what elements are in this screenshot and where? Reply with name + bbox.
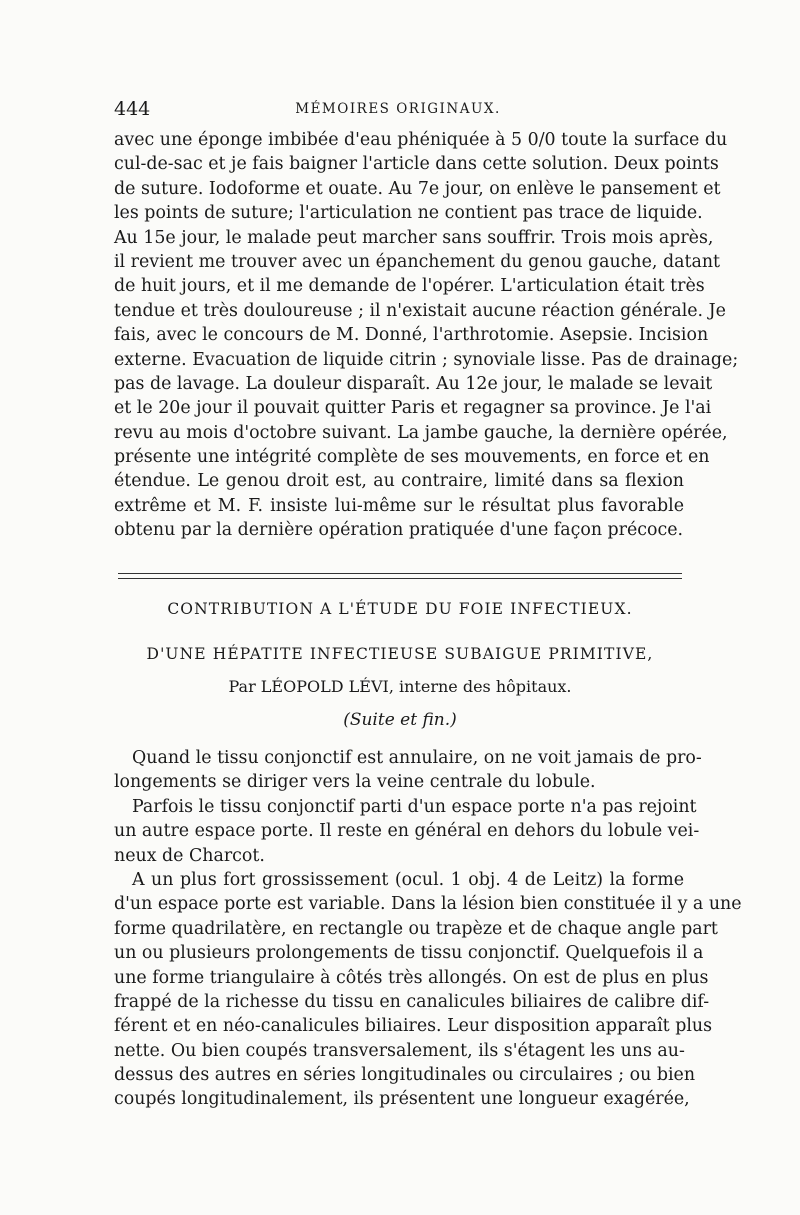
text-line: A un plus fort grossissement (ocul. 1 obj. 4 de Leitz) la forme xyxy=(132,869,684,890)
text-line: obtenu par la dernière opération pratiquée d'une façon précoce. xyxy=(114,520,684,541)
text-line: férent et en néo-canalicules biliaires. Leur disposition apparaît plus xyxy=(114,1016,713,1037)
text-line: d'un espace porte est variable. Dans la lésion bien constituée il y a une xyxy=(114,894,742,915)
text-line: cul-de-sac et je fais baigner l'article dans cette solution. Deux points xyxy=(114,154,719,175)
article-byline: Par LÉOPOLD LÉVI, interne des hôpitaux. xyxy=(228,677,572,696)
text-line: de suture. Iodoforme et ouate. Au 7e jour, on enlève le pansement et xyxy=(114,178,721,199)
text-line: externe. Evacuation de liquide citrin ; synoviale lisse. Pas de drainage; xyxy=(114,349,739,370)
text-line: revu au mois d'octobre suivant. La jambe gauche, la dernière opérée, xyxy=(114,422,728,443)
text-line: et le 20e jour il pouvait quitter Paris et regagner sa province. Je l'ai xyxy=(114,398,712,419)
section-divider xyxy=(118,578,682,579)
text-line: frappé de la richesse du tissu en canalicules biliaires de calibre dif- xyxy=(114,991,710,1012)
text-line: Au 15e jour, le malade peut marcher sans souffrir. Trois mois après, xyxy=(114,227,714,248)
text-line: forme quadrilatère, en rectangle ou trapèze et de chaque angle part xyxy=(114,918,718,939)
text-line: une forme triangulaire à côtés très allongés. On est de plus en plus xyxy=(114,967,709,988)
article-title: CONTRIBUTION A L'ÉTUDE DU FOIE INFECTIEUX. xyxy=(167,600,633,618)
running-head xyxy=(114,98,682,122)
article-subtitle: D'UNE HÉPATITE INFECTIEUSE SUBAIGUE PRIMITIVE, xyxy=(146,645,654,663)
text-line: Parfois le tissu conjonctif parti d'un espace porte n'a pas rejoint xyxy=(132,796,697,817)
continuation-note: (Suite et fin.) xyxy=(343,710,457,730)
text-line: un autre espace porte. Il reste en général en dehors du lobule vei- xyxy=(114,821,700,842)
text-line: un ou plusieurs prolongements de tissu conjonctif. Quelquefois il a xyxy=(114,943,704,964)
section-divider xyxy=(118,573,682,574)
text-line: dessus des autres en séries longitudinales ou circulaires ; ou bien xyxy=(114,1065,696,1086)
text-line: nette. Ou bien coupés transversalement, ils s'étagent les uns au- xyxy=(114,1040,685,1061)
text-line: fais, avec le concours de M. Donné, l'arthrotomie. Asepsie. Incision xyxy=(114,325,709,346)
text-line: pas de lavage. La douleur disparaît. Au 12e jour, le malade se levait xyxy=(114,373,713,394)
text-line: extrême et M. F. insiste lui-même sur le résultat plus favorable xyxy=(114,495,684,516)
text-line: il revient me trouver avec un épanchement du genou gauche, datant xyxy=(114,251,721,272)
text-line: de huit jours, et il me demande de l'opérer. L'articulation était très xyxy=(114,276,705,297)
text-line: tendue et très douloureuse ; il n'existait aucune réaction générale. Je xyxy=(114,300,726,321)
running-title: MÉMOIRES ORIGINAUX. xyxy=(295,101,501,117)
continuation-text xyxy=(114,128,739,543)
text-line: coupés longitudinalement, ils présentent une longueur exagérée, xyxy=(114,1089,690,1110)
text-line: étendue. Le genou droit est, au contraire, limité dans sa flexion xyxy=(114,471,684,492)
text-line: neux de Charcot. xyxy=(114,845,265,866)
text-line: Quand le tissu conjonctif est annulaire, on ne voit jamais de pro- xyxy=(132,748,702,768)
text-line: présente une intégrité complète de ses mouvements, en force et en xyxy=(114,447,710,468)
article-text xyxy=(114,746,742,1112)
page-number: 444 xyxy=(114,98,151,120)
text-line: longements se diriger vers la veine centrale du lobule. xyxy=(114,772,596,793)
text-line: les points de suture; l'articulation ne contient pas trace de liquide. xyxy=(114,203,703,224)
text-line: avec une éponge imbibée d'eau phéniquée à 5 0/0 toute la surface du xyxy=(114,130,728,150)
